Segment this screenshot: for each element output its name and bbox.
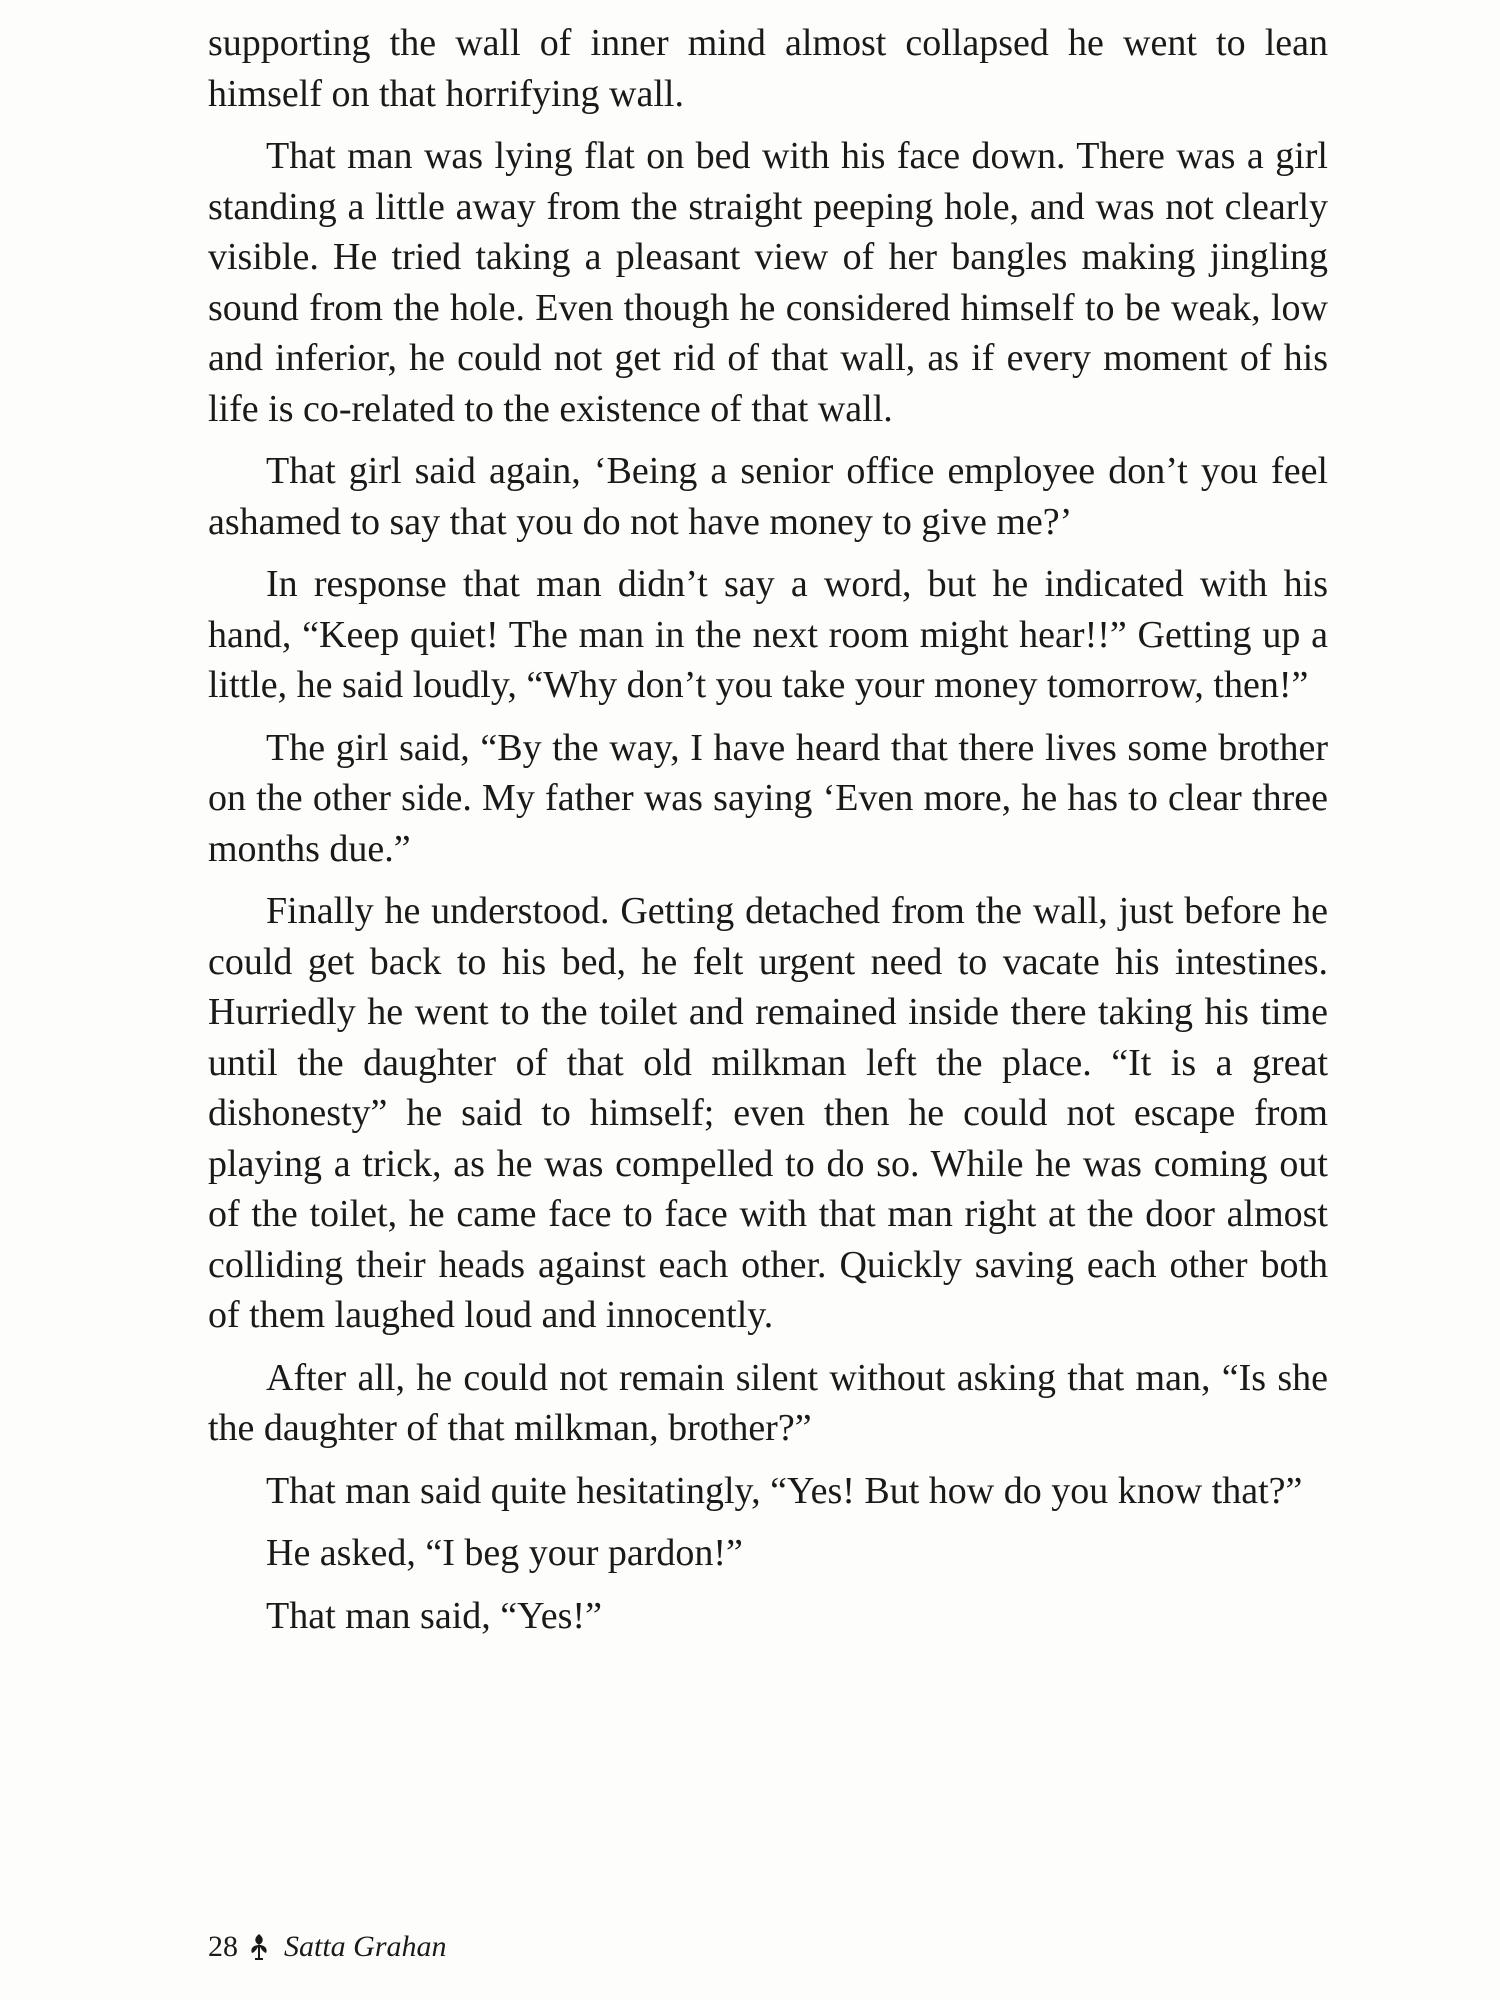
paragraph: That girl said again, ‘Being a senior office employee don’t you feel ashamed to say that you do not have money to give me?’ <box>208 450 1328 543</box>
paragraph-continued: supporting the wall of inner mind almost collapsed he went to lean himself on that horrifying wall. <box>208 22 1328 115</box>
paragraph: In response that man didn’t say a word, but he indicated with his hand, “Keep quiet! The man in the next room might hear!!” Getting up a little, he said loudly, “Why don’t you take your money tomorrow, then!” <box>208 563 1328 706</box>
page-number: 28 <box>208 1930 238 1963</box>
fleuron-icon <box>248 1932 270 1962</box>
paragraph: After all, he could not remain silent without asking that man, “Is she the daughter of that milkman, brother?” <box>208 1356 1328 1449</box>
paragraph: Finally he understood. Getting detached from the wall, just before he could get back to his bed, he felt urgent need to vacate his intestines. Hurriedly he went to the toilet and remained inside there taking his time until the daughter of that old milkman left the place. “It is a great dishonesty” he said to himself; even then he could not escape from playing a trick, as he was compelled to do so. While he was coming out of the toilet, he came face to face with that man right at the door almost colliding their heads against each other. Quickly saving each other both of them laughed loud and innocently. <box>208 890 1328 1336</box>
book-title: Satta Grahan <box>284 1930 447 1963</box>
page-footer <box>208 1927 447 1967</box>
body-text <box>208 18 1328 1653</box>
paragraph: That man said quite hesitatingly, “Yes! But how do you know that?” <box>266 1469 1303 1512</box>
paragraph: That man said, “Yes!” <box>266 1594 602 1637</box>
paragraph: He asked, “I beg your pardon!” <box>266 1532 743 1574</box>
paragraph: The girl said, “By the way, I have heard that there lives some brother on the other side. My father was saying ‘Even more, he has to clear three months due.” <box>208 726 1328 870</box>
paragraph: That man was lying flat on bed with his face down. There was a girl standing a little away from the straight peeping hole, and was not clearly visible. He tried taking a pleasant view of her bangles making jingling sound from the hole. Even though he considered himself to be weak, low and inferior, he could not get rid of that wall, as if every moment of his life is co-related to the existence of that wall. <box>208 135 1328 430</box>
